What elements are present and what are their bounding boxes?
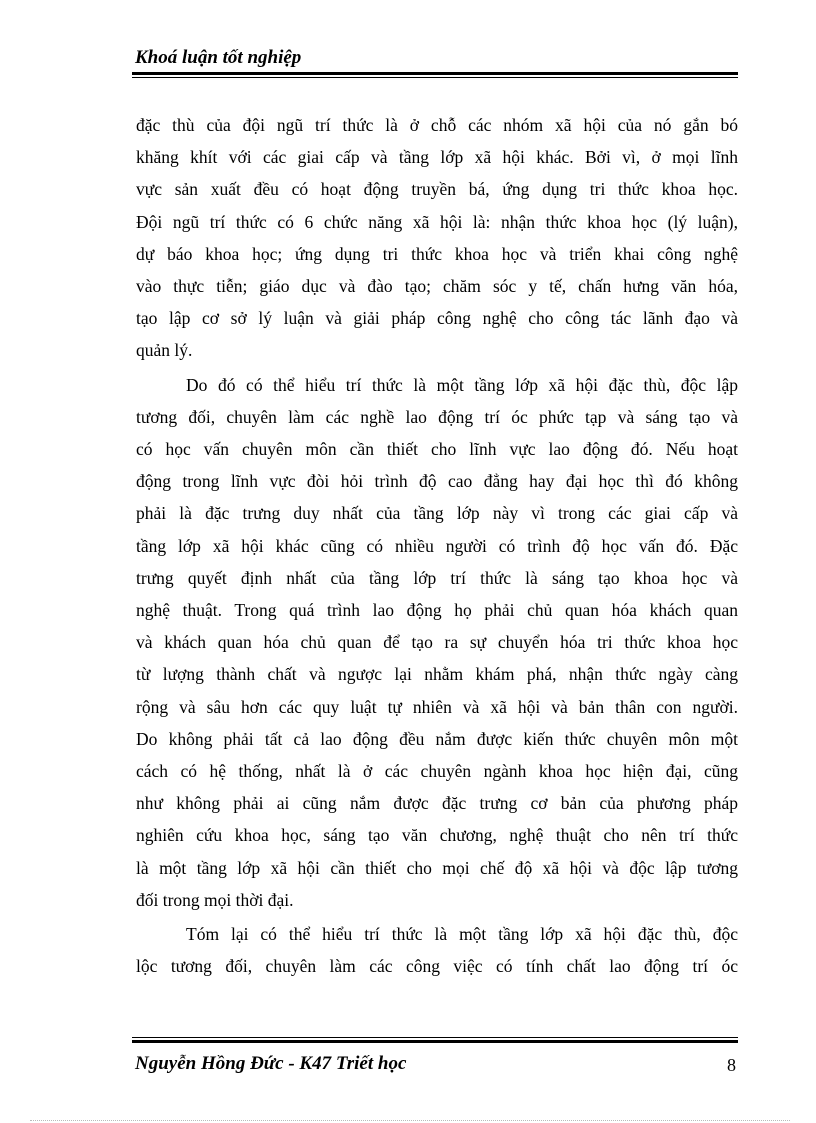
text-line: tạo lập cơ sở lý luận và giải pháp công nghệ cho công tác lãnh đạo và (136, 308, 738, 329)
footer-author: Nguyễn Hồng Đức - K47 Triết học (135, 1053, 407, 1074)
header-rule-thin (132, 77, 738, 78)
text-line: nghệ thuật. Trong quá trình lao động họ phải chủ quan hóa khách quan (136, 600, 738, 621)
text-line: tầng lớp xã hội khác cũng có nhiều người có trình độ học vấn đó. Đặc (136, 535, 738, 556)
text-line: động trong lĩnh vực đòi hỏi trình độ cao đẳng hay đại học thì đó không (136, 471, 738, 492)
text-line: từ lượng thành chất và ngược lại nhằm khám phá, nhận thức ngày càng (136, 664, 738, 685)
text-line: đối trong mọi thời đại. (136, 889, 294, 910)
text-line: khăng khít với các giai cấp và tầng lớp xã hội khác. Bởi vì, ở mọi lĩnh (136, 147, 738, 168)
text-line: và khách quan hóa chủ quan để tạo ra sự chuyển hóa tri thức khoa học (136, 632, 738, 653)
header-title: Khoá luận tốt nghiệp (135, 47, 302, 68)
text-line: đặc thù của đội ngũ trí thức là ở chỗ các nhóm xã hội của nó gắn bó (136, 115, 738, 135)
page-number: 8 (727, 1055, 736, 1075)
body-text (136, 109, 738, 982)
footer-rule-thin (132, 1037, 738, 1038)
text-line: Đội ngũ trí thức có 6 chức năng xã hội là: nhận thức khoa học (lý luận), (136, 211, 738, 232)
text-line: là một tầng lớp xã hội cần thiết cho mọi chế độ xã hội và độc lập tương (136, 857, 738, 878)
text-line: trưng quyết định nhất của tầng lớp trí thức là sáng tạo khoa học và (136, 567, 738, 588)
text-line: vào thực tiễn; giáo dục và đào tạo; chăm sóc y tế, chấn hưng văn hóa, (136, 276, 738, 297)
text-line: Do không phải tất cả lao động đều nắm được kiến thức chuyên môn một (136, 728, 738, 749)
text-line: như không phải ai cũng nắm được đặc trưng cơ bản của phương pháp (136, 793, 738, 814)
paragraph-3 (136, 918, 738, 982)
text-line: phải là đặc trưng duy nhất của tầng lớp này vì trong các giai cấp và (136, 503, 738, 524)
text-line: Tóm lại có thể hiểu trí thức là một tầng lớp xã hội đặc thù, độc (186, 924, 738, 945)
page-bottom-border (30, 1120, 790, 1121)
paragraph-1 (136, 109, 738, 367)
text-line: rộng và sâu hơn các quy luật tự nhiên và xã hội và bản thân con người. (136, 696, 738, 717)
text-line: Do đó có thể hiểu trí thức là một tầng lớp xã hội đặc thù, độc lập (186, 374, 738, 395)
paragraph-2 (136, 369, 738, 916)
text-line: quản lý. (136, 340, 193, 361)
text-line: cách có hệ thống, nhất là ở các chuyên ngành khoa học hiện đại, cũng (136, 761, 738, 782)
text-line: tương đối, chuyên làm các nghề lao động trí óc phức tạp và sáng tạo và (136, 406, 738, 427)
text-line: có học vấn chuyên môn cần thiết cho lĩnh vực lao động đó. Nếu hoạt (136, 439, 738, 460)
text-line: lộc tương đối, chuyên làm các công việc có tính chất lao động trí óc (136, 956, 738, 977)
text-line: nghiên cứu khoa học, sáng tạo văn chương, nghệ thuật cho nên trí thức (136, 825, 738, 846)
footer-rule (132, 1040, 738, 1043)
text-line: vực sản xuất đều có hoạt động truyền bá, ứng dụng tri thức khoa học. (136, 179, 738, 200)
text-line: dự báo khoa học; ứng dụng tri thức khoa học và triển khai công nghệ (136, 243, 738, 264)
header-rule (132, 72, 738, 75)
